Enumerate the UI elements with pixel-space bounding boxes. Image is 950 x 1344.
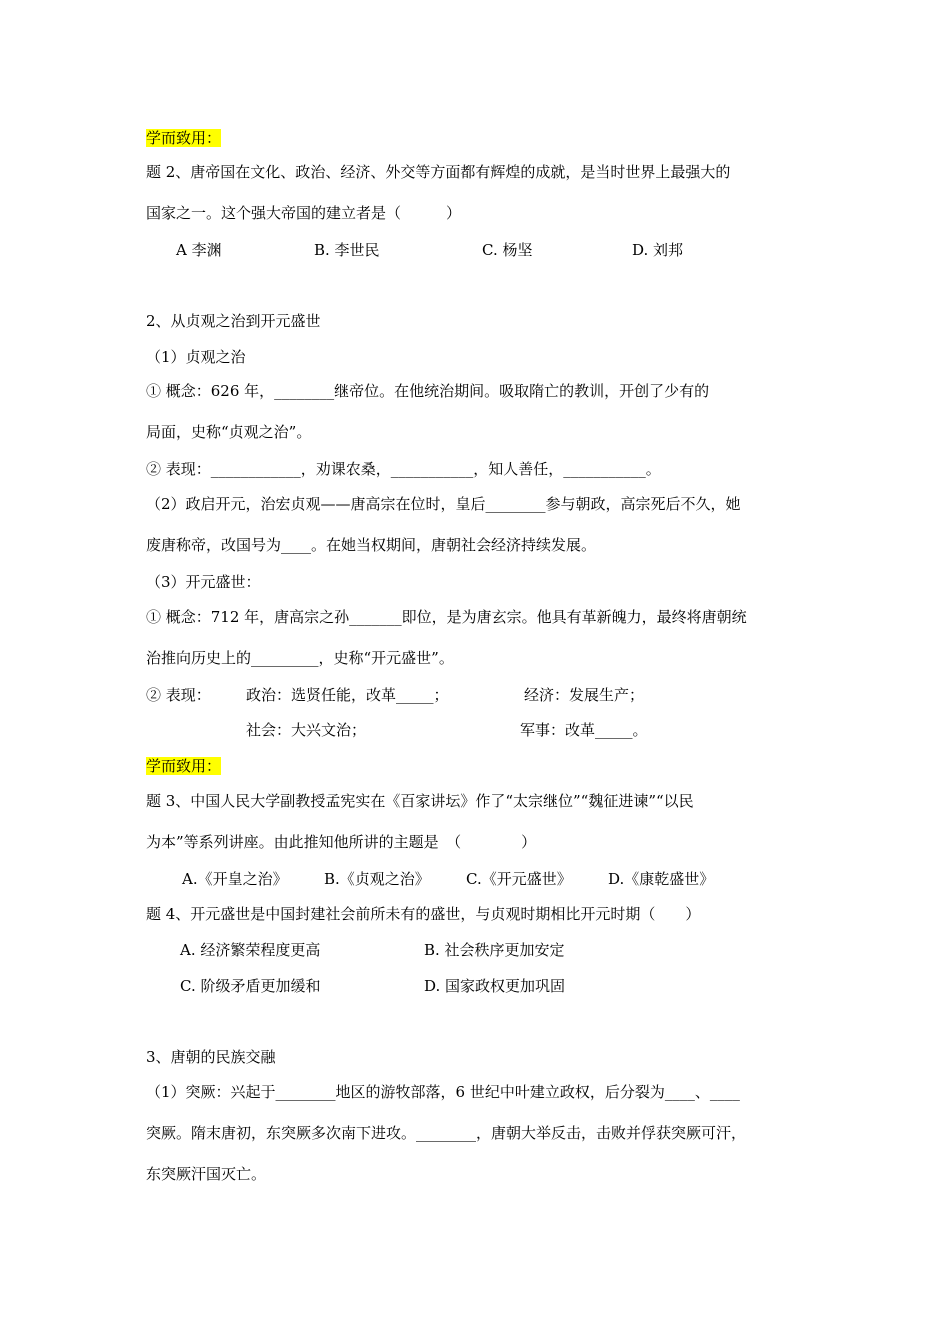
wuhou-line-1: （2）政启开元，治宏贞观——唐高宗在位时，皇后________参与朝政，高宗死后不久，她 (146, 495, 741, 513)
option-a: A. 经济繁荣程度更高 (180, 941, 321, 959)
kaiyuan-concept-line-1: ① 概念：712 年，唐高宗之孙_______即位，是为唐玄宗。他具有革新魄力，最终将唐朝统 (146, 608, 747, 626)
option-c: C.《开元盛世》 (466, 870, 572, 888)
zhenguan-performance: ② 表现：____________，劝课农桑，___________，知人善任，___________。 (146, 460, 661, 478)
question-2-line-2: 国家之一。这个强大帝国的建立者是（ ） (146, 204, 462, 222)
section-2-title: 2、从贞观之治到开元盛世 (146, 312, 321, 330)
option-c: C. 杨坚 (482, 241, 533, 259)
military-item: 军事：改革_____。 (520, 721, 648, 739)
kaiyuan-concept-line-2: 治推向历史上的_________，史称“开元盛世”。 (146, 649, 454, 667)
question-3-line-2: 为本”等系列讲座。由此推知他所讲的主题是 （ ） (146, 833, 537, 851)
option-b: B. 李世民 (314, 241, 380, 259)
highlighted-heading-text: 学而致用： (146, 757, 222, 775)
section-3-title: 3、唐朝的民族交融 (146, 1048, 276, 1066)
option-d: D.《康乾盛世》 (608, 870, 715, 888)
tujue-line-3: 东突厥汗国灭亡。 (146, 1165, 267, 1183)
zhenguan-concept-line-1: ① 概念：626 年，________继帝位。在他统治期间。吸取隋亡的教训，开创了少有的 (146, 382, 710, 400)
zhenguan-concept-line-2: 局面，史称“贞观之治”。 (146, 423, 312, 441)
question-3-line-1: 题 3、中国人民大学副教授孟宪实在《百家讲坛》作了“太宗继位”“魏征进谏”“以民 (146, 792, 694, 810)
apply-heading-1 (146, 126, 221, 150)
wuhou-line-2: 废唐称帝，改国号为____。在她当权期间，唐朝社会经济持续发展。 (146, 536, 597, 554)
performance-label: ② 表现： (146, 686, 211, 704)
tujue-line-2: 突厥。隋末唐初，东突厥多次南下进攻。________，唐朝大举反击，击败并俘获突厥可汗， (146, 1124, 747, 1142)
option-c: C. 阶级矛盾更加缓和 (180, 977, 321, 995)
zhenguan-heading: （1）贞观之治 (146, 348, 246, 366)
option-d: D. 刘邦 (632, 241, 684, 259)
politics-item: 政治：选贤任能，改革_____； (246, 686, 449, 704)
option-a: A.《开皇之治》 (182, 870, 288, 888)
option-a: A 李渊 (176, 241, 222, 259)
kaiyuan-heading: （3）开元盛世： (146, 573, 261, 591)
question-4-line-1: 题 4、开元盛世是中国封建社会前所未有的盛世，与贞观时期相比开元时期（ ） (146, 905, 701, 923)
highlighted-heading-text: 学而致用： (146, 129, 222, 147)
tujue-line-1: （1）突厥：兴起于________地区的游牧部落，6 世纪中叶建立政权，后分裂为____、____ (146, 1083, 740, 1101)
option-d: D. 国家政权更加巩固 (424, 977, 566, 995)
economy-item: 经济：发展生产； (524, 686, 645, 704)
option-b: B. 社会秩序更加安定 (424, 941, 565, 959)
apply-heading-2 (146, 754, 221, 778)
society-item: 社会：大兴文治； (246, 721, 367, 739)
option-b: B.《贞观之治》 (324, 870, 430, 888)
question-2-line-1: 题 2、唐帝国在文化、政治、经济、外交等方面都有辉煌的成就，是当时世界上最强大的 (146, 163, 731, 181)
